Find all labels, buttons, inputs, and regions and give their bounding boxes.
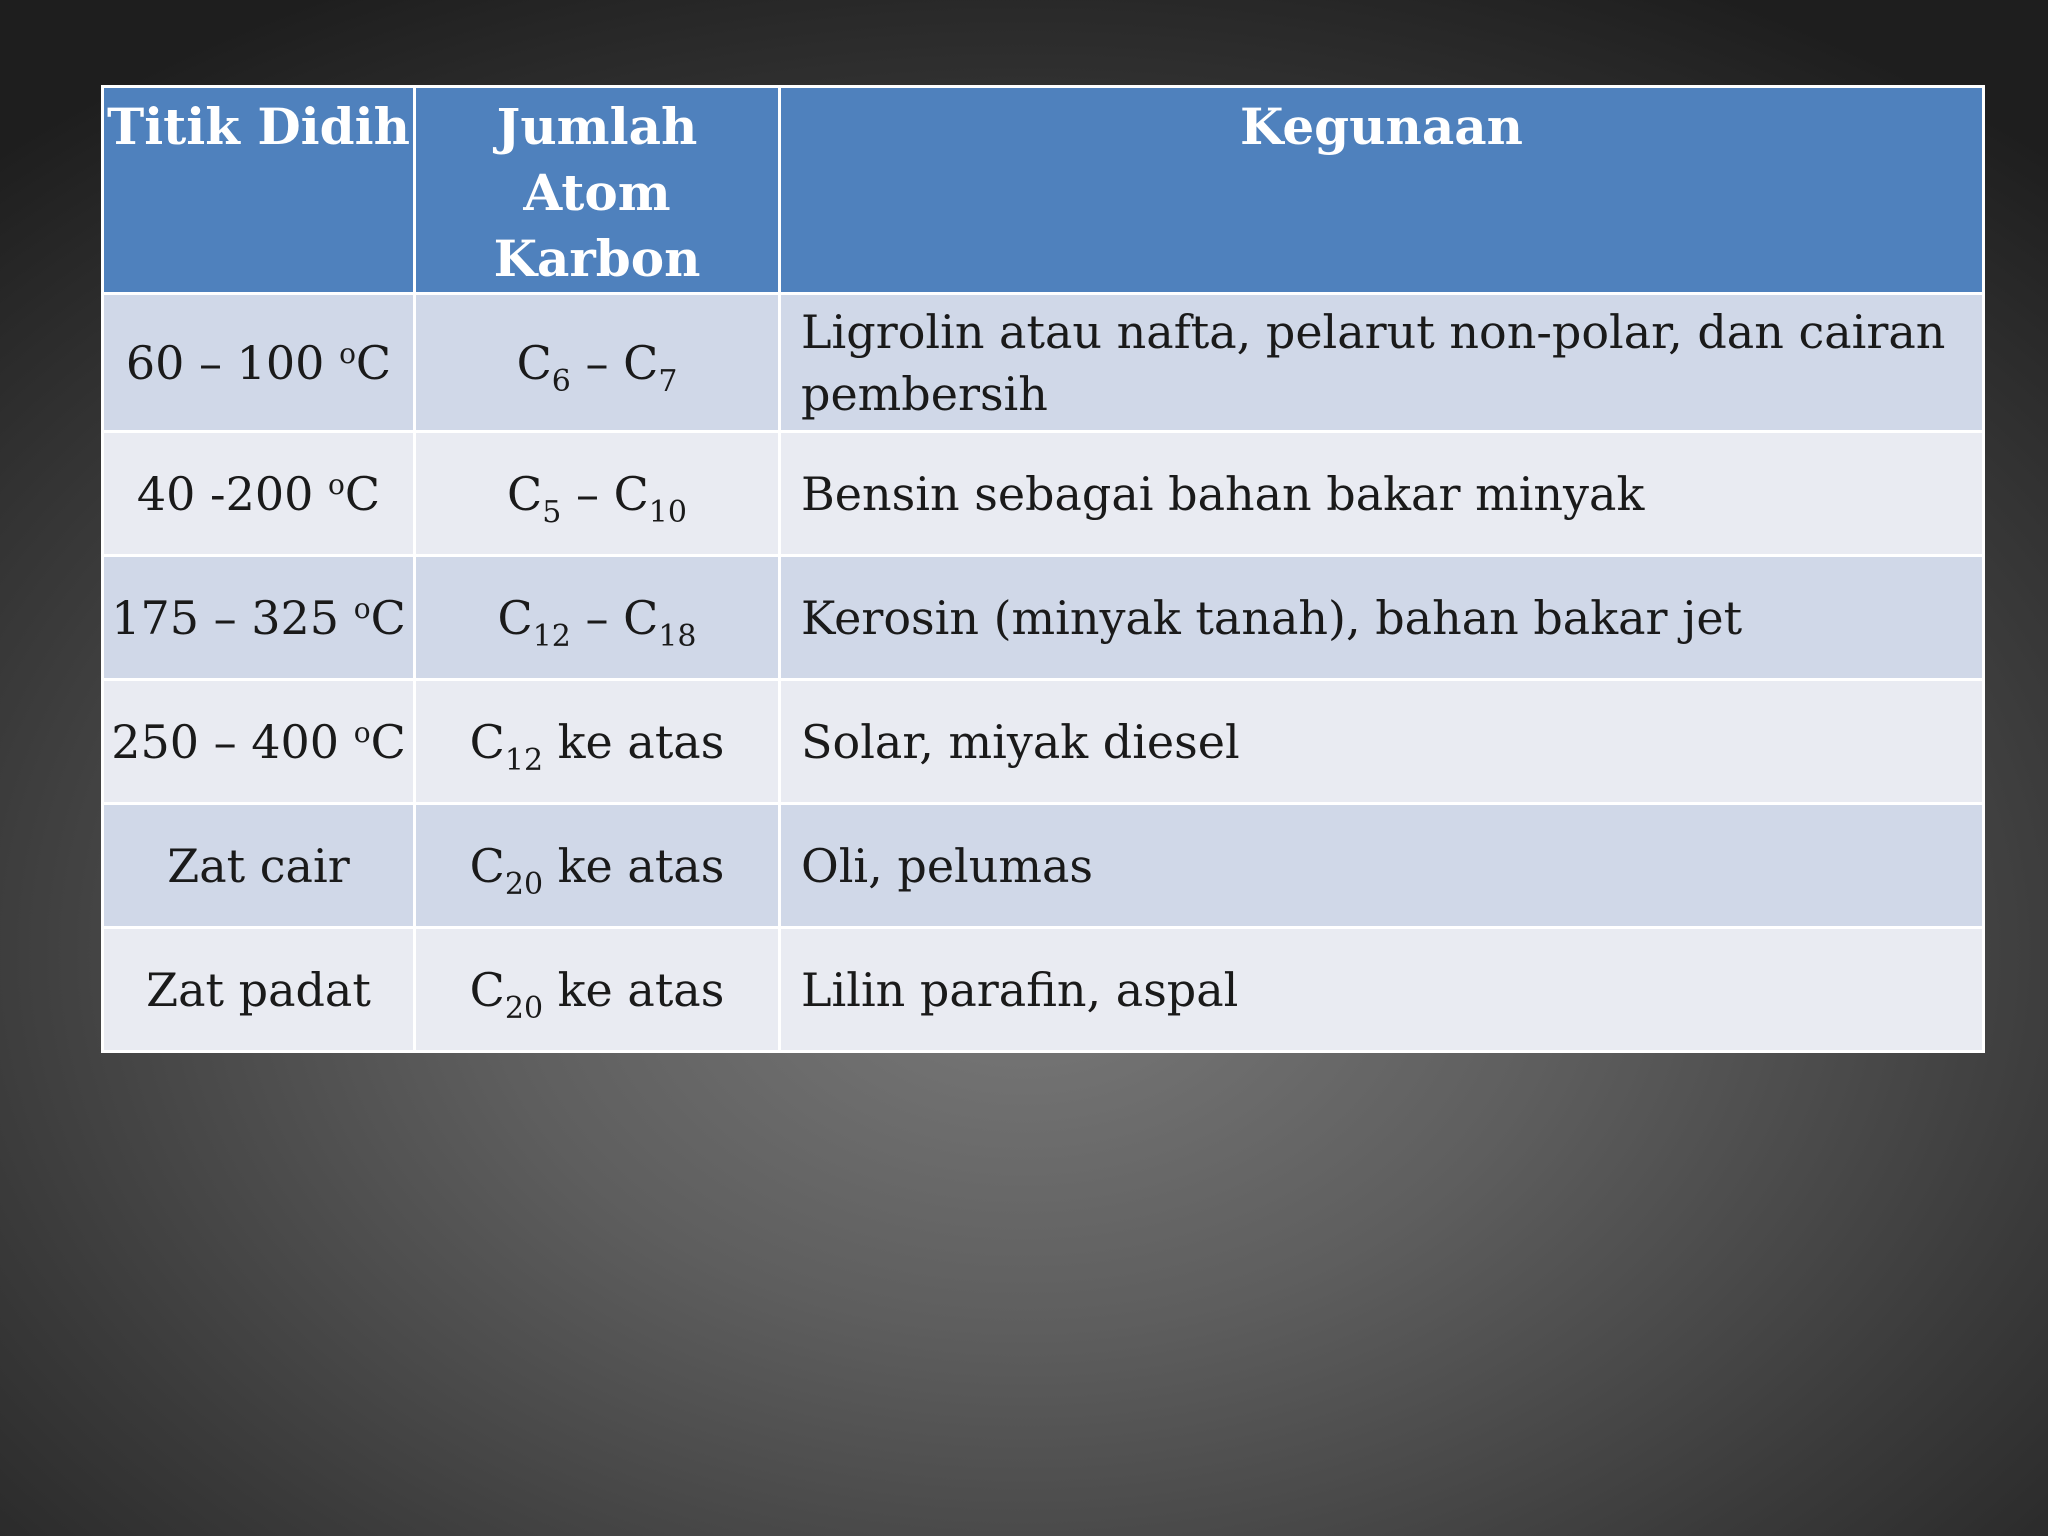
table-row [103, 432, 1984, 556]
table-header-row [103, 87, 1984, 294]
table-row [103, 556, 1984, 680]
petroleum-fractions-table [101, 85, 1985, 1053]
carbon-count-subscript: 7 [658, 363, 678, 399]
carbon-symbol: C [623, 590, 659, 645]
carbon-symbol: C [497, 590, 533, 645]
carbon-symbol: C [516, 335, 552, 390]
boiling-point-value: Zat cair [167, 838, 350, 893]
header-boiling-point: Titik Didih [103, 87, 415, 294]
carbon-symbol: C [623, 335, 659, 390]
boiling-point-cell [103, 294, 415, 432]
carbon-range-suffix: ke atas [543, 714, 725, 769]
range-separator: – [570, 335, 624, 390]
carbon-range-suffix: ke atas [543, 838, 725, 893]
uses-cell: Oli, pelumas [780, 804, 1984, 928]
temperature-unit: C [370, 714, 406, 769]
carbon-count-subscript: 5 [542, 494, 562, 530]
boiling-point-value: 250 – 400 [111, 714, 354, 769]
uses-cell: Ligrolin atau nafta, pelarut non-polar, dan cairan pembersih [780, 294, 1984, 432]
boiling-point-value: 40 -200 [136, 466, 329, 521]
carbon-symbol: C [469, 838, 505, 893]
boiling-point-value: Zat padat [146, 962, 371, 1017]
table-row [103, 680, 1984, 804]
table-body [103, 294, 1984, 1052]
carbon-atoms-cell [415, 928, 780, 1052]
header-uses: Kegunaan [780, 87, 1984, 294]
carbon-atoms-cell [415, 804, 780, 928]
degree-symbol: o [353, 591, 371, 625]
carbon-count-subscript: 20 [504, 866, 544, 902]
carbon-atoms-cell [415, 556, 780, 680]
carbon-count-subscript: 12 [532, 618, 571, 654]
degree-symbol: o [328, 467, 345, 501]
carbon-symbol: C [469, 714, 505, 769]
carbon-count-subscript: 20 [504, 990, 544, 1026]
temperature-unit: C [370, 590, 406, 645]
carbon-symbol: C [507, 466, 543, 521]
table-row [103, 804, 1984, 928]
carbon-symbol: C [469, 962, 505, 1017]
boiling-point-cell [103, 432, 415, 556]
table-row [103, 928, 1984, 1052]
temperature-unit: C [344, 466, 381, 521]
carbon-symbol: C [613, 466, 649, 521]
uses-cell: Bensin sebagai bahan bakar minyak [780, 432, 1984, 556]
carbon-atoms-cell [415, 432, 780, 556]
table-row [103, 294, 1984, 432]
range-separator: – [561, 466, 614, 521]
degree-symbol: o [353, 715, 371, 749]
carbon-count-subscript: 6 [551, 363, 571, 399]
uses-cell: Solar, miyak diesel [780, 680, 1984, 804]
carbon-count-subscript: 18 [658, 618, 697, 654]
uses-cell: Kerosin (minyak tanah), bahan bakar jet [780, 556, 1984, 680]
boiling-point-cell [103, 556, 415, 680]
carbon-count-subscript: 12 [504, 742, 544, 778]
range-separator: – [570, 590, 624, 645]
temperature-unit: C [355, 335, 392, 390]
boiling-point-cell [103, 928, 415, 1052]
carbon-range-suffix: ke atas [543, 962, 725, 1017]
boiling-point-cell [103, 804, 415, 928]
carbon-atoms-cell [415, 294, 780, 432]
boiling-point-cell [103, 680, 415, 804]
carbon-atoms-cell [415, 680, 780, 804]
boiling-point-value: 60 – 100 [125, 335, 340, 390]
boiling-point-value: 175 – 325 [111, 590, 354, 645]
carbon-count-subscript: 10 [648, 494, 687, 530]
uses-cell: Lilin parafin, aspal [780, 928, 1984, 1052]
degree-symbol: o [339, 336, 356, 370]
header-carbon-atoms: Jumlah Atom Karbon [415, 87, 780, 294]
